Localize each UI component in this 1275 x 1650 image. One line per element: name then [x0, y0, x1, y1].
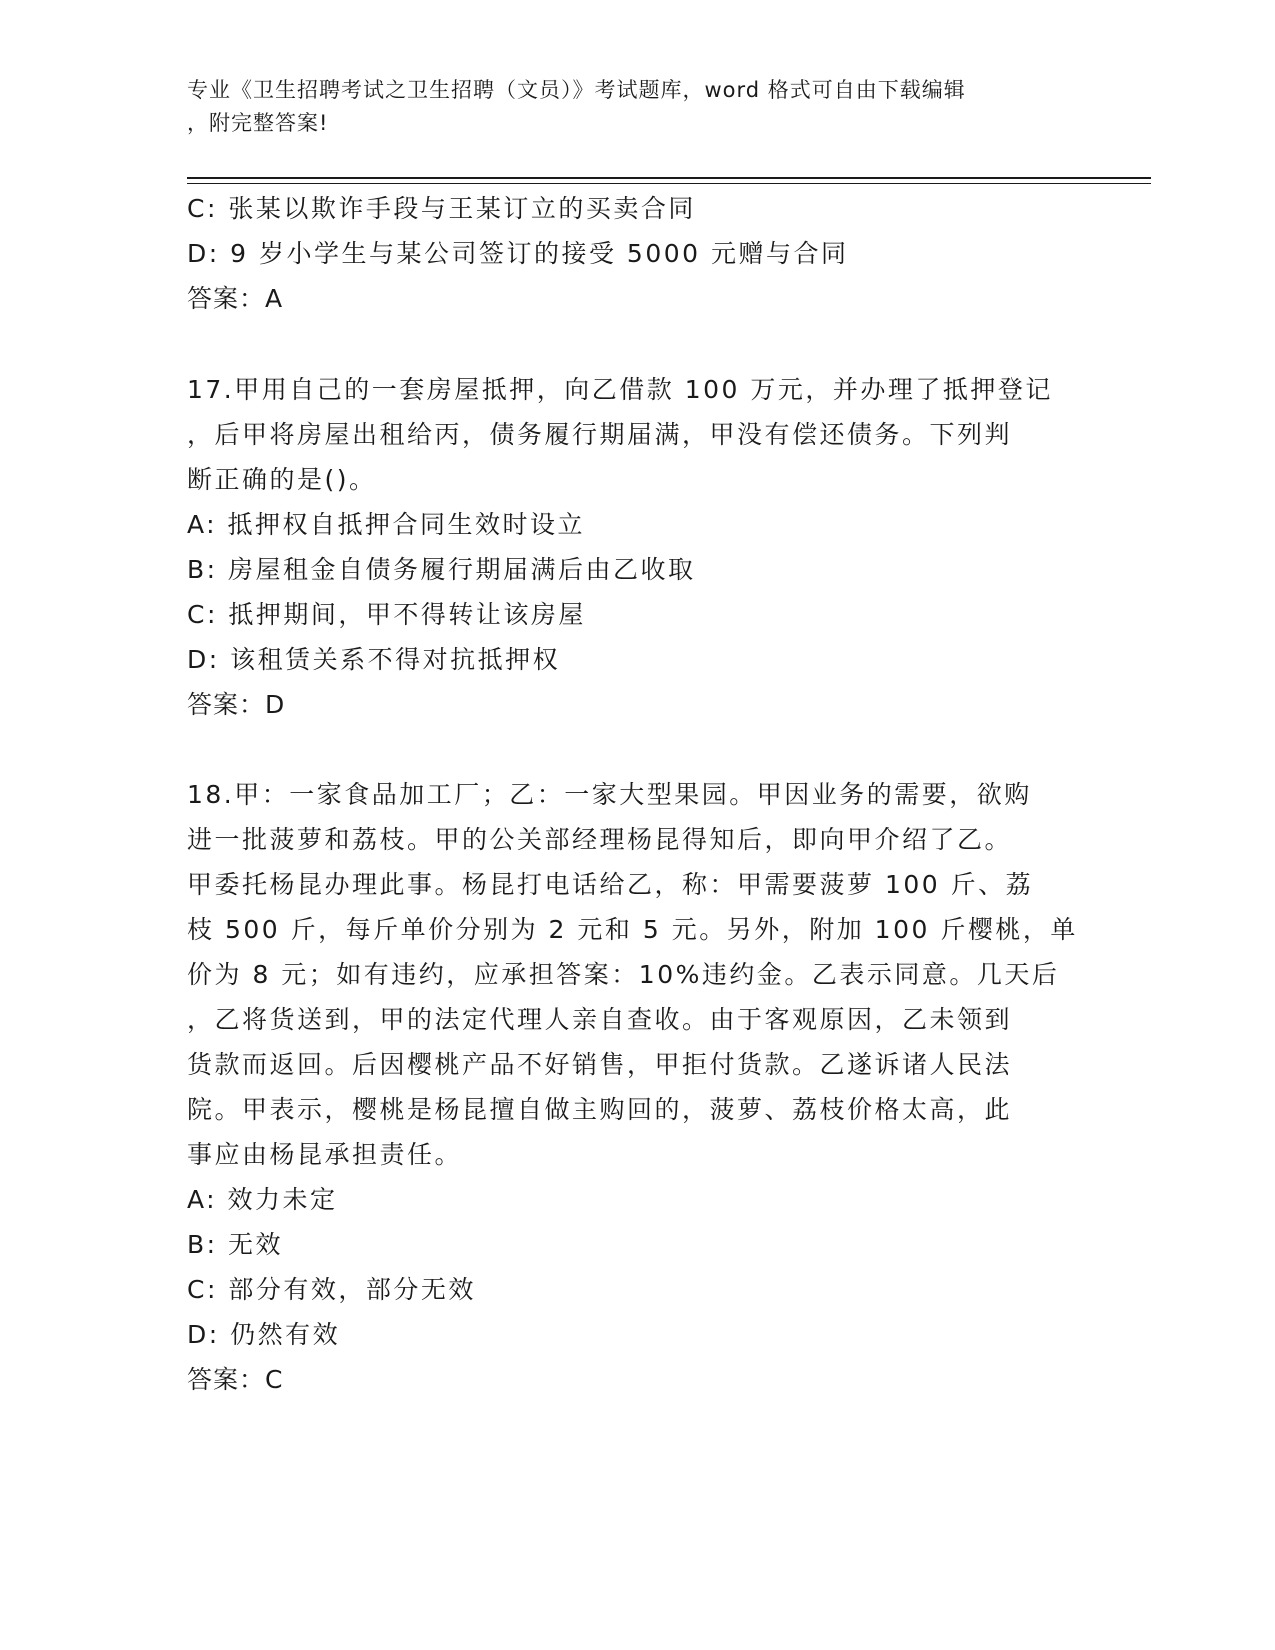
- q18-stem-line-4: 枝 500 斤，每斤单价分别为 2 元和 5 元。另外，附加 100 斤樱桃，单: [187, 915, 1078, 944]
- q18-option-c: C: 部分有效，部分无效: [187, 1275, 476, 1304]
- header-line-2: ，附完整答案!: [187, 111, 329, 135]
- q17-answer: 答案：D: [187, 690, 286, 719]
- header-rule-thin: [187, 183, 1151, 184]
- q18-stem-line-1: 18.甲：一家食品加工厂；乙：一家大型果园。甲因业务的需要，欲购: [187, 780, 1032, 809]
- q18-stem-line-6: ，乙将货送到，甲的法定代理人亲自查收。由于客观原因，乙未领到: [187, 1005, 1013, 1034]
- document-header: [187, 74, 1067, 140]
- q18-option-d: D: 仍然有效: [187, 1320, 341, 1349]
- q18-stem-line-2: 进一批菠萝和荔枝。甲的公关部经理杨昆得知后，即向甲介绍了乙。: [187, 825, 1013, 854]
- q17-option-c: C: 抵押期间，甲不得转让该房屋: [187, 600, 586, 629]
- q17-stem-line-1: 17.甲用自己的一套房屋抵押，向乙借款 100 万元，并办理了抵押登记: [187, 375, 1053, 404]
- header-rule-thick: [187, 177, 1151, 179]
- prev-option-c: C: 张某以欺诈手段与王某订立的买卖合同: [187, 194, 696, 223]
- q17-stem-line-2: ，后甲将房屋出租给丙，债务履行期届满，甲没有偿还债务。下列判: [187, 420, 1013, 449]
- prev-answer: 答案：A: [187, 284, 284, 313]
- q18-stem-line-7: 货款而返回。后因樱桃产品不好销售，甲拒付货款。乙遂诉诸人民法: [187, 1050, 1013, 1079]
- q18-answer: 答案：C: [187, 1365, 284, 1394]
- q18-stem-line-3: 甲委托杨昆办理此事。杨昆打电话给乙，称：甲需要菠萝 100 斤、荔: [187, 870, 1034, 899]
- q17-option-b: B: 房屋租金自债务履行期届满后由乙收取: [187, 555, 696, 584]
- q17-stem-line-3: 断正确的是()。: [187, 465, 377, 494]
- q17-option-d: D: 该租赁关系不得对抗抵押权: [187, 645, 561, 674]
- q17-option-a: A: 抵押权自抵押合同生效时设立: [187, 510, 586, 539]
- q18-option-a: A: 效力未定: [187, 1185, 338, 1214]
- header-line-1: 专业《卫生招聘考试之卫生招聘（文员）》考试题库，word 格式可自由下载编辑: [187, 78, 966, 102]
- q18-option-b: B: 无效: [187, 1230, 284, 1259]
- q18-stem-line-5: 价为 8 元；如有违约，应承担答案：10%违约金。乙表示同意。几天后: [187, 960, 1060, 989]
- prev-option-d: D: 9 岁小学生与某公司签订的接受 5000 元赠与合同: [187, 239, 849, 268]
- q18-stem-line-8: 院。甲表示，樱桃是杨昆擅自做主购回的，菠萝、荔枝价格太高，此: [187, 1095, 1013, 1124]
- q18-stem-line-9: 事应由杨昆承担责任。: [187, 1140, 463, 1169]
